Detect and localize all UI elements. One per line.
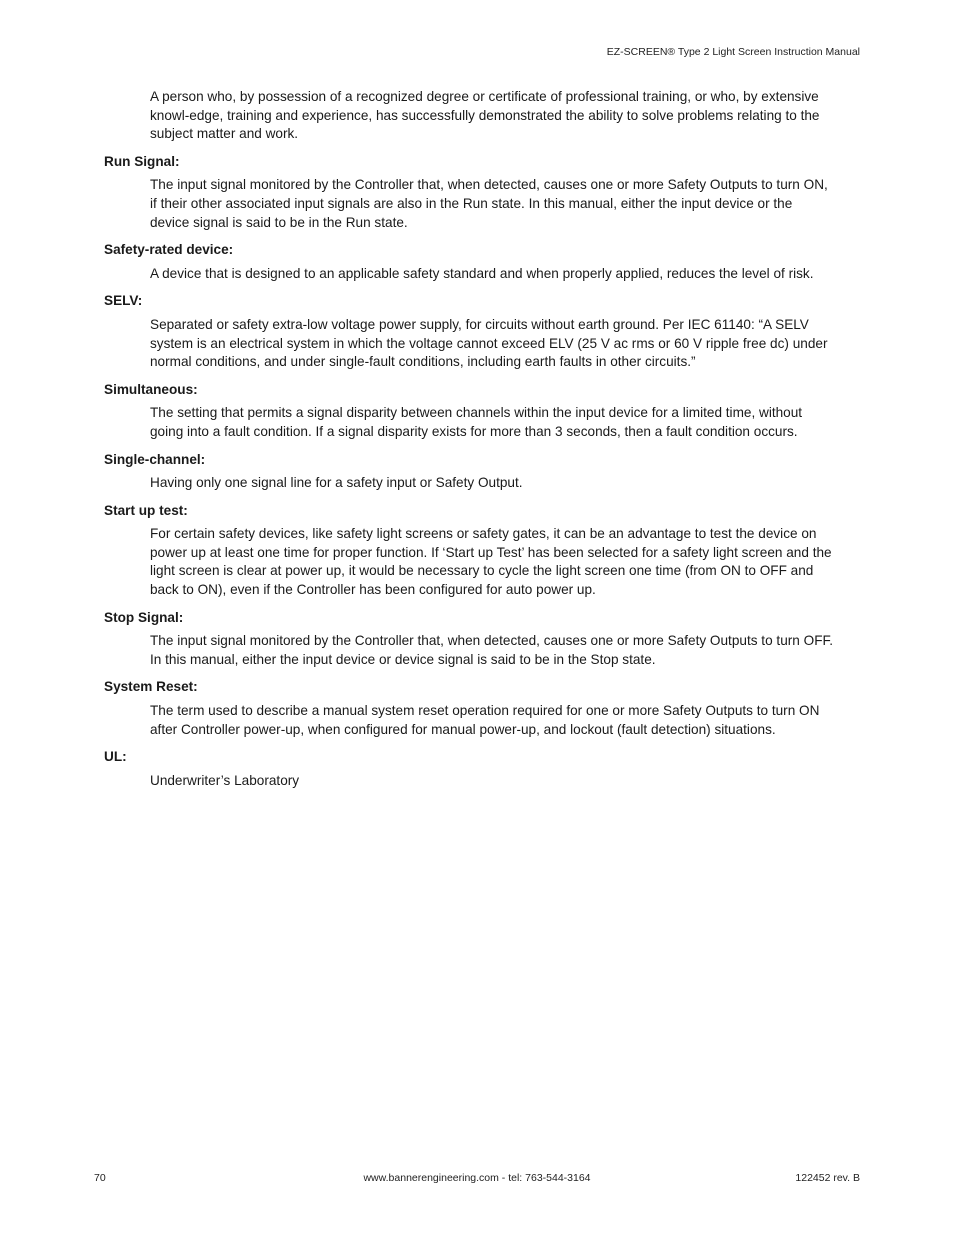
continued-definition: A person who, by possession of a recognized degree or certificate of professional training, or who, by extensive knowl-edge, training and experience, has successfully demonstrated the ability to solve problems relating to the subject matter and work. [150, 89, 820, 142]
glossary-definition-run-signal: The input signal monitored by the Controller that, when detected, causes one or more Safety Outputs to turn ON, if their other associated input signals are also in the Run state. In this manual, either the input device or the device signal is said to be in the Run state. [150, 177, 828, 230]
glossary-definition-system-reset: The term used to describe a manual system reset operation required for one or more Safety Outputs to turn ON after Controller power-up, when configured for manual power-up, and lockout (fault detection) situations. [150, 703, 820, 737]
footer-contact: www.bannerengineering.com - tel: 763-544-3164 [363, 1172, 591, 1184]
glossary-definition-single-channel: Having only one signal line for a safety input or Safety Output. [150, 475, 523, 491]
glossary-term-system-reset: System Reset: [104, 679, 198, 695]
glossary-term-stop-signal: Stop Signal: [104, 609, 184, 625]
glossary-definition-ul: Underwriter’s Laboratory [150, 772, 300, 788]
glossary-term-selv: SELV: [104, 293, 143, 309]
glossary-term-run-signal: Run Signal: [104, 153, 180, 169]
running-header: EZ-SCREEN® Type 2 Light Screen Instruction Manual [606, 46, 860, 58]
page-footer [94, 1172, 860, 1186]
glossary-term-safety-rated-device: Safety-rated device: [104, 242, 234, 258]
glossary-term-ul: UL: [104, 749, 127, 765]
glossary-definition-selv: Separated or safety extra-low voltage power supply, for circuits without earth ground. Per IEC 61140: “A SELV system is an electrical system in which the voltage cannot exceed ELV (25 V ac rms or 60 V ripple free dc) under normal conditions, and under single-fault conditions, including earth faults in other circuits.” [150, 316, 828, 370]
glossary-term-single-channel: Single-channel: [104, 451, 206, 467]
glossary-term-start-up-test: Start up test: [104, 502, 188, 518]
glossary-term-simultaneous: Simultaneous: [104, 381, 198, 397]
glossary-definition-safety-rated-device: A device that is designed to an applicable safety standard and when properly applied, reduces the level of risk. [150, 265, 814, 281]
glossary-definition-start-up-test: For certain safety devices, like safety light screens or safety gates, it can be an advantage to test the device on power up at least one time for proper function. If ‘Start up Test’ has been selected for a safety light screen and the light screen is clear at power up, it would be necessary to cycle the light screen one time (from ON to OFF and back to ON), even if the Controller has been configured for auto power up. [150, 526, 832, 598]
document-revision: 122452 rev. B [795, 1172, 860, 1184]
page-number: 70 [94, 1172, 106, 1184]
glossary-content [104, 88, 834, 799]
glossary-definition-simultaneous: The setting that permits a signal disparity between channels within the input device for a limited time, without going into a fault condition. If a signal disparity exists for more than 3 seconds, then a fault condition occurs. [150, 405, 803, 439]
glossary-definition-stop-signal: The input signal monitored by the Controller that, when detected, causes one or more Safety Outputs to turn OFF. In this manual, either the input device or device signal is said to be in the Stop state. [150, 633, 834, 667]
